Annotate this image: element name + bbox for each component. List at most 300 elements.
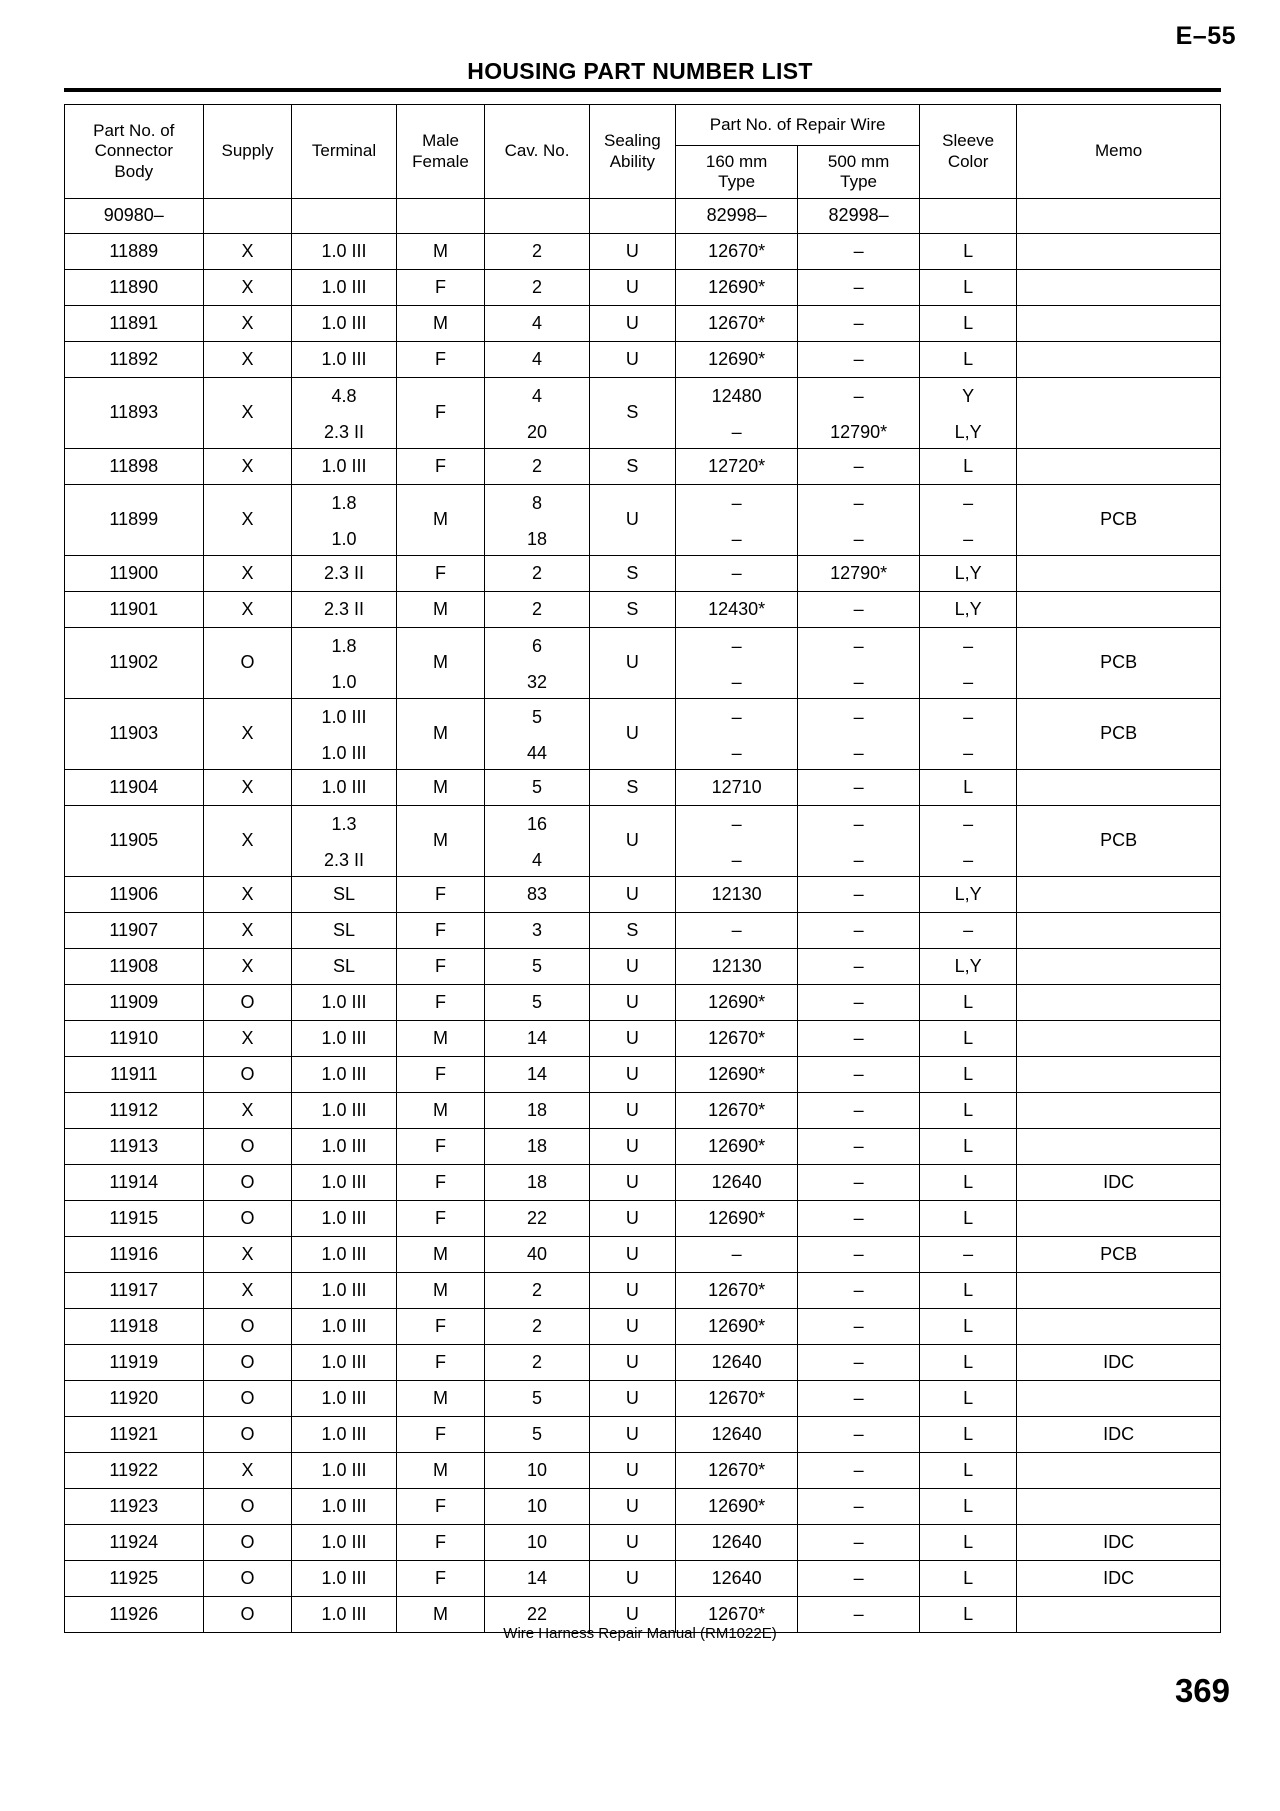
col-header-500mm: 500 mm — [827, 151, 890, 171]
cell-terminal-line: 1.0 — [331, 672, 357, 692]
cell-cav-no — [485, 378, 589, 449]
cell-500mm-type: – — [798, 1021, 920, 1057]
table-row — [65, 1309, 1221, 1345]
cell-500mm-type: – — [798, 913, 920, 949]
cell-terminal: 1.0 III — [292, 1273, 396, 1309]
table-row — [65, 1237, 1221, 1273]
cell-500mm-type-line: – — [853, 814, 864, 834]
cell-terminal: SL — [292, 913, 396, 949]
cell-sealing-ability: U — [589, 1345, 675, 1381]
cell-terminal: 1.0 III — [292, 770, 396, 806]
cell-memo — [1017, 1129, 1221, 1165]
cell-cav-no: 2 — [485, 234, 589, 270]
cell-terminal — [292, 485, 396, 556]
cell-sleeve-color: L — [920, 770, 1017, 806]
cell-supply: X — [203, 306, 292, 342]
cell-sealing-ability: U — [589, 699, 675, 770]
cell-part-no: 11920 — [65, 1381, 204, 1417]
cell-male-female: F — [396, 449, 485, 485]
cell-sealing-ability: U — [589, 1057, 675, 1093]
cell-cav-no: 2 — [485, 1309, 589, 1345]
cell-cav-no: 40 — [485, 1237, 589, 1273]
cell-cav-no — [485, 628, 589, 699]
col-header-160mm-type — [676, 146, 798, 199]
col-header-line-1: Part No. of — [93, 121, 175, 141]
cell-sealing-ability: U — [589, 1129, 675, 1165]
table-row — [65, 1129, 1221, 1165]
cell-160mm-type — [676, 378, 798, 449]
col-header-160mm-type-label: Type — [718, 172, 756, 191]
table-header-row-1 — [65, 105, 1221, 146]
cell-sealing-ability: U — [589, 806, 675, 877]
cell-terminal-line: 1.0 — [331, 529, 357, 549]
cell-terminal-line: 1.8 — [331, 493, 357, 513]
table-row — [65, 1417, 1221, 1453]
cell-supply: X — [203, 806, 292, 877]
cell-terminal: SL — [292, 949, 396, 985]
cell-male-female: M — [396, 1597, 485, 1633]
cell-part-no: 11909 — [65, 985, 204, 1021]
col-header-sleeve-color — [920, 105, 1017, 199]
cell-cav-no — [485, 806, 589, 877]
cell-terminal: 1.0 III — [292, 1525, 396, 1561]
cell-500mm-type: – — [798, 1453, 920, 1489]
cell-memo — [1017, 1021, 1221, 1057]
cell-male-female: F — [396, 949, 485, 985]
col-header-color: Color — [947, 151, 989, 171]
cell-memo — [1017, 556, 1221, 592]
cell-sealing-ability: U — [589, 1093, 675, 1129]
cell-supply: X — [203, 1237, 292, 1273]
cell-supply: X — [203, 1453, 292, 1489]
cell-160mm-type: 12670* — [676, 234, 798, 270]
cell-500mm-type — [798, 485, 920, 556]
cell-terminal — [292, 628, 396, 699]
cell-memo — [1017, 1093, 1221, 1129]
cell-cav-no-line: 44 — [527, 743, 548, 763]
cell-supply: X — [203, 485, 292, 556]
cell-160mm-type: 12670* — [676, 1597, 798, 1633]
cell-160mm-type: – — [676, 1237, 798, 1273]
cell-supply: X — [203, 592, 292, 628]
cell-cav-no: 4 — [485, 306, 589, 342]
cell-sleeve-color: L,Y — [920, 556, 1017, 592]
cell-terminal: 1.0 III — [292, 1561, 396, 1597]
table-row — [65, 806, 1221, 877]
cell-160mm-type: 12690* — [676, 1309, 798, 1345]
cell-male-female: F — [396, 1345, 485, 1381]
cell-sleeve-color: L — [920, 1129, 1017, 1165]
cell-terminal-line: 2.3 II — [323, 850, 365, 870]
cell-cav-no: 2 — [485, 592, 589, 628]
cell-cav-no: 22 — [485, 1201, 589, 1237]
cell-sealing-ability: U — [589, 1525, 675, 1561]
cell-cav-no: 10 — [485, 1489, 589, 1525]
cell-terminal: 1.0 III — [292, 306, 396, 342]
table-row — [65, 1021, 1221, 1057]
cell-part-no-prefix: 90980– — [65, 199, 204, 234]
cell-terminal: 1.0 III — [292, 1129, 396, 1165]
cell-500mm-type: – — [798, 1273, 920, 1309]
cell-500mm-type: – — [798, 770, 920, 806]
cell-500mm-type: – — [798, 306, 920, 342]
table-row — [65, 1165, 1221, 1201]
cell-terminal: 1.0 III — [292, 1093, 396, 1129]
cell-500mm-type-line: – — [853, 743, 864, 763]
cell-part-no: 11918 — [65, 1309, 204, 1345]
cell-160mm-type: 12720* — [676, 449, 798, 485]
cell-supply: X — [203, 270, 292, 306]
cell-500mm-type: – — [798, 1201, 920, 1237]
cell-160mm-type: 12640 — [676, 1525, 798, 1561]
col-header-part-no-connector-body — [65, 105, 204, 199]
cell-sealing-ability: U — [589, 877, 675, 913]
cell-memo — [1017, 342, 1221, 378]
cell-male-female: F — [396, 1561, 485, 1597]
cell-160mm-type: 12690* — [676, 985, 798, 1021]
cell-supply: X — [203, 342, 292, 378]
cell-cav-no: 5 — [485, 770, 589, 806]
cell-memo — [1017, 199, 1221, 234]
cell-part-no: 11917 — [65, 1273, 204, 1309]
cell-sealing-ability: S — [589, 592, 675, 628]
cell-terminal: 1.0 III — [292, 985, 396, 1021]
cell-cav-no: 18 — [485, 1129, 589, 1165]
cell-cav-no-line: 5 — [532, 707, 543, 727]
col-header-sleeve: Sleeve — [942, 131, 995, 151]
table-row — [65, 342, 1221, 378]
cell-cav-no: 2 — [485, 1345, 589, 1381]
cell-cav-no: 5 — [485, 1381, 589, 1417]
cell-part-no: 11910 — [65, 1021, 204, 1057]
cell-male-female: M — [396, 770, 485, 806]
cell-500mm-type: – — [798, 877, 920, 913]
cell-sealing-ability: U — [589, 234, 675, 270]
cell-160mm-type-line: – — [731, 814, 742, 834]
cell-terminal-line: 1.3 — [331, 814, 357, 834]
cell-sleeve-color-line: – — [963, 636, 974, 656]
cell-sealing-ability: U — [589, 985, 675, 1021]
cell-sealing-ability: U — [589, 342, 675, 378]
cell-sleeve-color: L,Y — [920, 592, 1017, 628]
cell-memo — [1017, 1381, 1221, 1417]
cell-500mm-type-line: – — [853, 672, 864, 692]
cell-500mm-type — [798, 806, 920, 877]
cell-part-no: 11902 — [65, 628, 204, 699]
cell-sleeve-color: L — [920, 270, 1017, 306]
cell-500mm-type-line: – — [853, 636, 864, 656]
cell-sealing-ability: U — [589, 1201, 675, 1237]
cell-sleeve-color: L — [920, 1093, 1017, 1129]
cell-memo — [1017, 1057, 1221, 1093]
cell-terminal: 1.0 III — [292, 1381, 396, 1417]
cell-supply: X — [203, 234, 292, 270]
cell-sealing-ability: U — [589, 1417, 675, 1453]
col-header-repair-wire-group: Part No. of Repair Wire — [676, 105, 920, 146]
cell-160mm-type: 12640 — [676, 1561, 798, 1597]
table-header — [65, 105, 1221, 199]
table-row — [65, 1525, 1221, 1561]
cell-male-female: F — [396, 1525, 485, 1561]
cell-sleeve-color-line: – — [963, 493, 974, 513]
cell-memo — [1017, 1453, 1221, 1489]
cell-male-female: M — [396, 1021, 485, 1057]
cell-part-no: 11911 — [65, 1057, 204, 1093]
cell-sealing-ability: S — [589, 449, 675, 485]
cell-supply: O — [203, 1489, 292, 1525]
col-header-160mm: 160 mm — [705, 151, 768, 171]
cell-supply: X — [203, 1093, 292, 1129]
cell-cav-no-line: 16 — [527, 814, 548, 834]
cell-160mm-type-line: – — [731, 422, 742, 442]
cell-male-female: F — [396, 1309, 485, 1345]
cell-sleeve-color: L — [920, 1021, 1017, 1057]
cell-sealing-ability: U — [589, 1021, 675, 1057]
cell-160mm-type-line: 12480 — [711, 386, 762, 406]
cell-male-female: M — [396, 592, 485, 628]
cell-terminal: 1.0 III — [292, 342, 396, 378]
table-row — [65, 628, 1221, 699]
cell-male-female: F — [396, 1165, 485, 1201]
cell-sleeve-color: L,Y — [920, 877, 1017, 913]
cell-supply — [203, 199, 292, 234]
cell-part-no: 11926 — [65, 1597, 204, 1633]
cell-memo: PCB — [1017, 485, 1221, 556]
cell-supply: X — [203, 877, 292, 913]
cell-part-no: 11905 — [65, 806, 204, 877]
table-row — [65, 949, 1221, 985]
cell-500mm-type-line: – — [853, 707, 864, 727]
cell-cav-no-line: 4 — [532, 850, 543, 870]
cell-male-female: M — [396, 485, 485, 556]
col-header-memo: Memo — [1017, 105, 1221, 199]
cell-sleeve-color — [920, 199, 1017, 234]
table-row — [65, 1345, 1221, 1381]
cell-sealing-ability: U — [589, 1489, 675, 1525]
cell-memo: PCB — [1017, 1237, 1221, 1273]
cell-male-female: M — [396, 806, 485, 877]
cell-160mm-type: 12670* — [676, 1021, 798, 1057]
cell-160mm-type-line: – — [731, 672, 742, 692]
cell-160mm-type — [676, 806, 798, 877]
cell-sleeve-color-line: – — [963, 743, 974, 763]
cell-male-female: M — [396, 1453, 485, 1489]
cell-500mm-type: – — [798, 1381, 920, 1417]
cell-male-female: M — [396, 699, 485, 770]
cell-500mm-type: – — [798, 1165, 920, 1201]
cell-500mm-type — [798, 378, 920, 449]
cell-cav-no: 2 — [485, 556, 589, 592]
cell-supply: X — [203, 770, 292, 806]
cell-part-no: 11922 — [65, 1453, 204, 1489]
cell-male-female: F — [396, 1201, 485, 1237]
cell-terminal-line: 4.8 — [331, 386, 357, 406]
cell-500mm-type-line: 12790* — [830, 422, 888, 442]
cell-160mm-type: 12710 — [676, 770, 798, 806]
page-title: HOUSING PART NUMBER LIST — [467, 58, 813, 84]
cell-terminal — [292, 199, 396, 234]
cell-terminal: 2.3 II — [292, 556, 396, 592]
cell-sealing-ability: S — [589, 378, 675, 449]
cell-male-female: M — [396, 1237, 485, 1273]
table-row — [65, 556, 1221, 592]
cell-supply: X — [203, 913, 292, 949]
cell-sleeve-color-line: – — [963, 672, 974, 692]
cell-memo — [1017, 270, 1221, 306]
cell-part-no: 11906 — [65, 877, 204, 913]
cell-part-no: 11898 — [65, 449, 204, 485]
cell-memo — [1017, 949, 1221, 985]
cell-500mm-type-line: – — [853, 493, 864, 513]
cell-supply: X — [203, 1273, 292, 1309]
cell-500mm-type: – — [798, 949, 920, 985]
table-row — [65, 1201, 1221, 1237]
table-row — [65, 985, 1221, 1021]
cell-supply: O — [203, 1057, 292, 1093]
cell-memo: IDC — [1017, 1345, 1221, 1381]
cell-160mm-type: 12690* — [676, 342, 798, 378]
cell-terminal-line: 1.0 III — [321, 707, 367, 727]
cell-cav-no: 2 — [485, 449, 589, 485]
cell-160mm-type: 12640 — [676, 1417, 798, 1453]
cell-supply: O — [203, 1525, 292, 1561]
cell-memo — [1017, 234, 1221, 270]
cell-supply: X — [203, 378, 292, 449]
cell-male-female: M — [396, 234, 485, 270]
cell-terminal: 1.0 III — [292, 234, 396, 270]
cell-500mm-type: – — [798, 985, 920, 1021]
table-row — [65, 1453, 1221, 1489]
cell-part-no: 11925 — [65, 1561, 204, 1597]
cell-male-female: F — [396, 1129, 485, 1165]
cell-cav-no-line: 20 — [527, 422, 548, 442]
cell-sealing-ability: U — [589, 1597, 675, 1633]
col-header-terminal: Terminal — [292, 105, 396, 199]
cell-part-no: 11889 — [65, 234, 204, 270]
cell-sealing-ability: U — [589, 485, 675, 556]
cell-500mm-type: – — [798, 1129, 920, 1165]
cell-sleeve-color — [920, 628, 1017, 699]
cell-sealing-ability: U — [589, 270, 675, 306]
table-row — [65, 1273, 1221, 1309]
cell-supply: X — [203, 556, 292, 592]
cell-sealing-ability: S — [589, 556, 675, 592]
cell-terminal: 1.0 III — [292, 1417, 396, 1453]
col-header-line-3: Body — [114, 161, 154, 181]
cell-160mm-type: 12640 — [676, 1345, 798, 1381]
cell-sleeve-color-line: – — [963, 850, 974, 870]
cell-sleeve-color: L — [920, 1453, 1017, 1489]
cell-160mm-type: 12690* — [676, 270, 798, 306]
cell-part-no: 11915 — [65, 1201, 204, 1237]
cell-memo: IDC — [1017, 1561, 1221, 1597]
cell-sealing-ability: S — [589, 913, 675, 949]
cell-supply: X — [203, 1021, 292, 1057]
table-row — [65, 1093, 1221, 1129]
cell-500mm-type: – — [798, 1561, 920, 1597]
cell-sleeve-color — [920, 485, 1017, 556]
cell-sleeve-color: L — [920, 1057, 1017, 1093]
cell-terminal-line: 1.0 III — [321, 743, 367, 763]
cell-sleeve-color-line: L,Y — [954, 422, 982, 442]
cell-part-no: 11924 — [65, 1525, 204, 1561]
cell-cav-no: 14 — [485, 1561, 589, 1597]
cell-160mm-type: 12640 — [676, 1165, 798, 1201]
cell-supply: O — [203, 1345, 292, 1381]
cell-sealing-ability: U — [589, 1273, 675, 1309]
cell-male-female: F — [396, 877, 485, 913]
cell-sleeve-color: L — [920, 342, 1017, 378]
cell-supply: O — [203, 1417, 292, 1453]
title-divider — [64, 88, 1221, 92]
table-row — [65, 699, 1221, 770]
cell-sleeve-color-line: – — [963, 707, 974, 727]
cell-sleeve-color-line: – — [963, 814, 974, 834]
col-header-female: Female — [412, 151, 469, 171]
cell-500mm-type: – — [798, 592, 920, 628]
cell-cav-no: 2 — [485, 1273, 589, 1309]
cell-sleeve-color: L — [920, 1381, 1017, 1417]
cell-160mm-type — [676, 628, 798, 699]
cell-terminal: 1.0 III — [292, 1057, 396, 1093]
cell-terminal: 1.0 III — [292, 1597, 396, 1633]
cell-memo — [1017, 1489, 1221, 1525]
cell-500mm-type: – — [798, 1309, 920, 1345]
cell-part-no: 11903 — [65, 699, 204, 770]
cell-terminal — [292, 699, 396, 770]
cell-memo — [1017, 306, 1221, 342]
col-header-500mm-type — [798, 146, 920, 199]
cell-part-no: 11891 — [65, 306, 204, 342]
cell-male-female: M — [396, 1093, 485, 1129]
cell-500mm-type: – — [798, 1237, 920, 1273]
cell-terminal: 1.0 III — [292, 1021, 396, 1057]
cell-cav-no: 5 — [485, 949, 589, 985]
table-row — [65, 234, 1221, 270]
cell-sleeve-color: L — [920, 1273, 1017, 1309]
cell-160mm-type: 12670* — [676, 306, 798, 342]
cell-cav-no: 4 — [485, 342, 589, 378]
table-row — [65, 378, 1221, 449]
cell-memo — [1017, 913, 1221, 949]
cell-160mm-type: 12430* — [676, 592, 798, 628]
cell-male-female: M — [396, 306, 485, 342]
cell-500mm-type: – — [798, 1597, 920, 1633]
section-code: E–55 — [1175, 22, 1236, 50]
cell-memo: PCB — [1017, 699, 1221, 770]
cell-terminal: 1.0 III — [292, 1201, 396, 1237]
cell-terminal: 2.3 II — [292, 592, 396, 628]
cell-part-no: 11899 — [65, 485, 204, 556]
cell-sealing-ability — [589, 199, 675, 234]
cell-part-no: 11923 — [65, 1489, 204, 1525]
cell-sealing-ability: U — [589, 1165, 675, 1201]
cell-cav-no: 18 — [485, 1165, 589, 1201]
cell-160mm-type: – — [676, 556, 798, 592]
cell-160mm-type — [676, 485, 798, 556]
cell-sealing-ability: U — [589, 1381, 675, 1417]
housing-part-number-table-wrap — [64, 104, 1221, 1633]
cell-160mm-type: 12690* — [676, 1057, 798, 1093]
cell-sleeve-color: L — [920, 1597, 1017, 1633]
cell-terminal-line: 1.8 — [331, 636, 357, 656]
cell-sealing-ability: U — [589, 1309, 675, 1345]
cell-cav-no — [485, 699, 589, 770]
housing-part-number-table — [64, 104, 1221, 1633]
cell-male-female: M — [396, 628, 485, 699]
cell-sleeve-color: L — [920, 1345, 1017, 1381]
cell-500mm-type-line: – — [853, 850, 864, 870]
